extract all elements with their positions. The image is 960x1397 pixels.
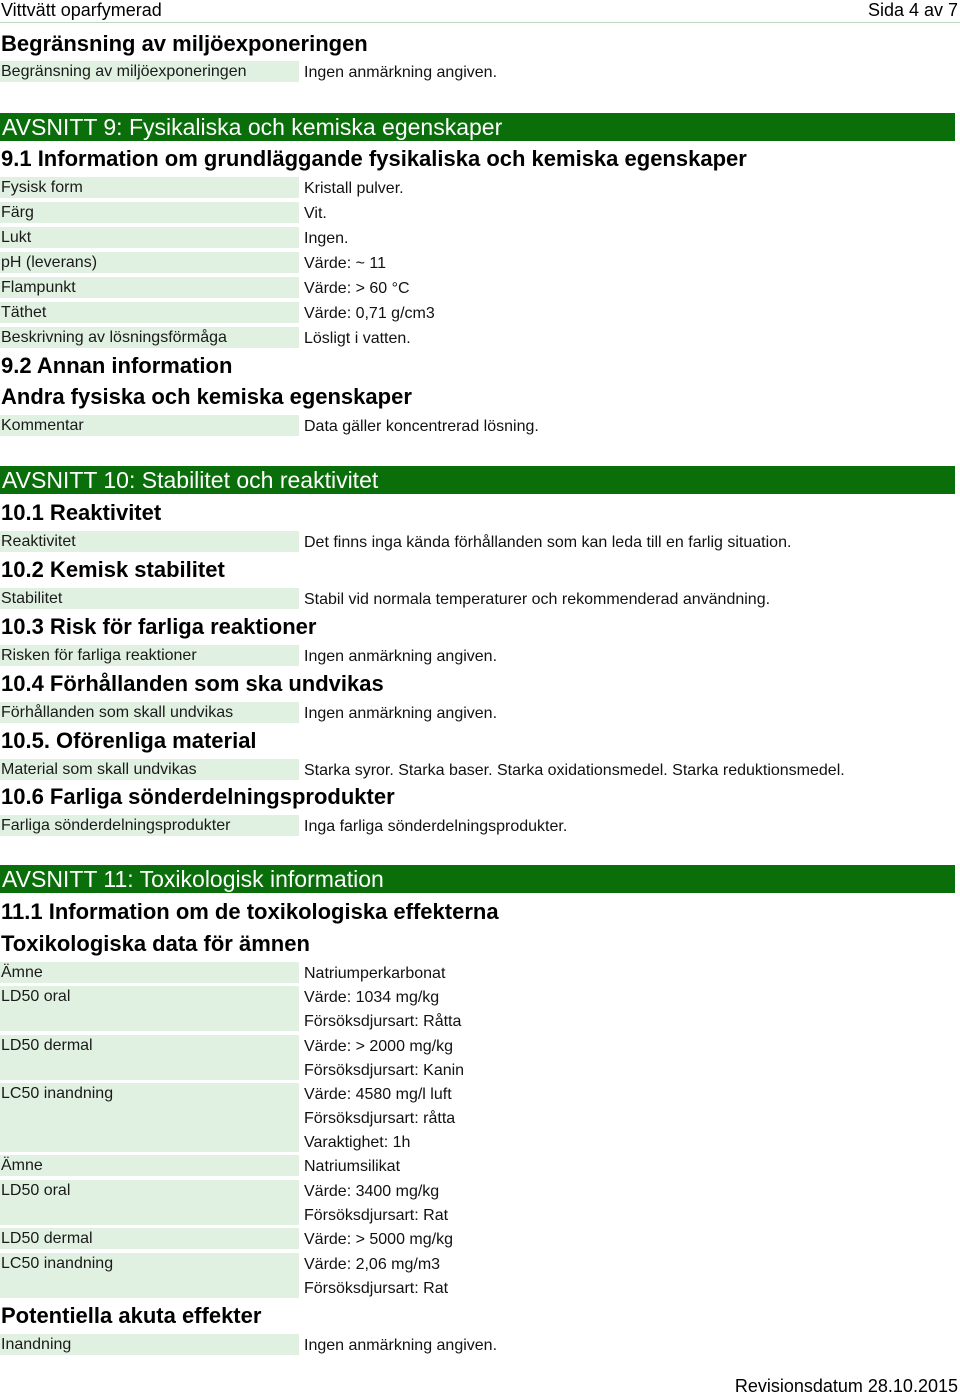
field-value: Det finns inga kända förhållanden som kan leda till en farlig situation. — [304, 534, 792, 551]
field-value: Data gäller koncentrerad lösning. — [304, 418, 539, 435]
field-value: Värde: 3400 mg/kg Försöksdjursart: Rat — [304, 1183, 449, 1224]
field-value: Värde: 0,71 g/cm3 — [304, 305, 435, 322]
field-label: Fysisk form — [0, 177, 299, 198]
field-label: Färg — [0, 202, 299, 223]
field-value: Kristall pulver. — [304, 180, 404, 197]
section-9-2-heading: 9.2 Annan information — [1, 353, 233, 378]
section-11-1-heading: 11.1 Information om de toxikologiska effekterna — [1, 899, 499, 924]
revision-date: Revisionsdatum 28.10.2015 — [734, 1376, 958, 1396]
field-value: Lösligt i vatten. — [304, 330, 411, 347]
field-value: Ingen. — [304, 230, 349, 247]
field-value: Värde: > 2000 mg/kg Försöksdjursart: Kanin — [304, 1038, 465, 1079]
field-label: LD50 dermal — [0, 1035, 299, 1080]
field-label: LD50 oral — [0, 986, 299, 1031]
section-9-1-heading: 9.1 Information om grundläggande fysikaliska och kemiska egenskaper — [1, 146, 747, 171]
field-value: Natriumsilikat — [304, 1158, 401, 1175]
toxicology-data-heading: Toxikologiska data för ämnen — [1, 931, 310, 956]
section-10-3-heading: 10.3 Risk för farliga reaktioner — [1, 614, 317, 639]
section-10-2-heading: 10.2 Kemisk stabilitet — [1, 557, 225, 582]
section-9-bar: AVSNITT 9: Fysikaliska och kemiska egenskaper — [0, 113, 955, 141]
field-value: Värde: > 5000 mg/kg — [304, 1231, 453, 1248]
field-value: Inga farliga sönderdelningsprodukter. — [304, 818, 568, 835]
document-title: Vittvätt oparfymerad — [1, 0, 162, 20]
field-label: Ämne — [0, 962, 299, 983]
field-value: Ingen anmärkning angiven. — [304, 648, 498, 665]
section-11-bar: AVSNITT 11: Toxikologisk information — [0, 865, 955, 893]
field-label: Stabilitet — [0, 588, 299, 609]
field-label: Beskrivning av lösningsförmåga — [0, 327, 299, 348]
field-value: Ingen anmärkning angiven. — [304, 64, 498, 81]
field-label: Reaktivitet — [0, 531, 299, 552]
field-label: Täthet — [0, 302, 299, 323]
field-label: LC50 inandning — [0, 1253, 299, 1298]
field-label: LD50 dermal — [0, 1228, 299, 1249]
field-label: Material som skall undvikas — [0, 759, 299, 780]
field-label: Ämne — [0, 1155, 299, 1176]
field-label: LC50 inandning — [0, 1083, 299, 1152]
field-label: Kommentar — [0, 415, 299, 436]
section-10-5-heading: 10.5. Oförenliga material — [1, 728, 257, 753]
field-value: Värde: 2,06 mg/m3 Försöksdjursart: Rat — [304, 1256, 449, 1297]
other-properties-heading: Andra fysiska och kemiska egenskaper — [1, 384, 412, 409]
field-value: Värde: ~ 11 — [304, 255, 386, 272]
field-value: Natriumperkarbonat — [304, 965, 446, 982]
field-label: Risken för farliga reaktioner — [0, 645, 299, 666]
field-label: LD50 oral — [0, 1180, 299, 1225]
section-10-1-heading: 10.1 Reaktivitet — [1, 500, 162, 525]
page-number: Sida 4 av 7 — [867, 0, 958, 20]
field-label: Farliga sönderdelningsprodukter — [0, 815, 299, 836]
field-value: Värde: > 60 °C — [304, 280, 410, 297]
field-label: Lukt — [0, 227, 299, 248]
field-label: Inandning — [0, 1334, 299, 1355]
field-value: Värde: 1034 mg/kg Försöksdjursart: Råtta — [304, 989, 462, 1030]
section-10-4-heading: 10.4 Förhållanden som ska undvikas — [1, 671, 384, 696]
acute-effects-heading: Potentiella akuta effekter — [1, 1303, 262, 1328]
section-10-bar: AVSNITT 10: Stabilitet och reaktivitet — [0, 466, 955, 494]
env-heading: Begränsning av miljöexponeringen — [1, 31, 368, 56]
field-value: Ingen anmärkning angiven. — [304, 705, 498, 722]
field-value: Ingen anmärkning angiven. — [304, 1337, 498, 1354]
section-10-6-heading: 10.6 Farliga sönderdelningsprodukter — [1, 784, 395, 809]
field-label: Förhållanden som skall undvikas — [0, 702, 299, 723]
field-value: Stabil vid normala temperaturer och rekommenderad användning. — [304, 591, 771, 608]
field-value: Värde: 4580 mg/l luft Försöksdjursart: råtta Varaktighet: 1h — [304, 1086, 456, 1151]
field-label: Flampunkt — [0, 277, 299, 298]
field-label: Begränsning av miljöexponeringen — [0, 61, 299, 82]
page-header — [0, 0, 960, 23]
field-value: Vit. — [304, 205, 327, 222]
field-label: pH (leverans) — [0, 252, 299, 273]
field-value: Starka syror. Starka baser. Starka oxidationsmedel. Starka reduktionsmedel. — [304, 762, 845, 779]
